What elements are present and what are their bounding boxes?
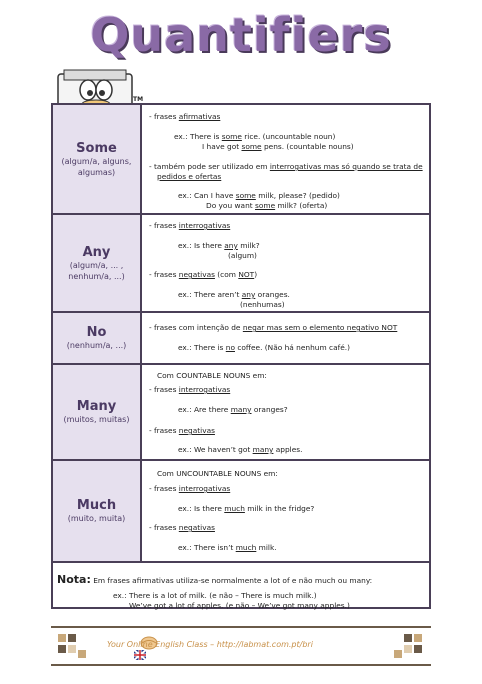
note-section: [53, 567, 429, 610]
label-cell: [53, 313, 142, 363]
rule-line: - frases negativas: [149, 426, 215, 435]
note-text: Em frases afirmativas utiliza-se normalmente a lot of e não much ou many:: [90, 576, 373, 585]
quantifiers-table: [51, 103, 431, 609]
row-some: [53, 105, 429, 215]
row-many: [53, 365, 429, 461]
rule-line: - frases interrogativas: [149, 221, 231, 230]
quantifier-translation: (algum/a, ... , nenhum/a, ...): [68, 260, 125, 281]
note-line: [57, 573, 372, 586]
rule-line: - frases afirmativas: [149, 112, 221, 121]
trademark-mark: TM: [133, 96, 144, 103]
rule-line: Com COUNTABLE NOUNS em:: [157, 371, 267, 380]
note-example: We’ve got a lot of apples. (e não – We’ve got many apples.): [129, 601, 350, 610]
example-line: ex.: There aren’t any oranges.: [178, 290, 290, 299]
row-much: [53, 461, 429, 563]
footer-divider: [51, 626, 431, 628]
quantifier-word: Much: [76, 498, 117, 513]
footer-text[interactable]: Your Online English Class – http://labmat.com.pt/bri: [107, 640, 313, 649]
page-title: Quantifiers: [90, 8, 392, 62]
explanation-cell: [146, 215, 429, 311]
row-no: [53, 313, 429, 365]
quantifier-translation: (muito, muita): [67, 514, 126, 523]
label-cell: [53, 215, 142, 311]
example-line: ex.: We haven’t got many apples.: [178, 445, 303, 454]
uk-flag-icon: [134, 650, 146, 660]
explanation-cell: [146, 105, 429, 213]
label-cell: [53, 105, 142, 213]
quantifier-word: Any: [82, 244, 111, 260]
quantifier-translation: (algum/a, alguns, algumas): [61, 156, 132, 177]
example-line: ex.: Can I have some milk, please? (pedido): [178, 191, 340, 200]
example-gloss: (algum): [228, 251, 257, 260]
example-gloss: (nenhumas): [240, 300, 285, 309]
example-line: ex.: There is no coffee. (Não há nenhum café.): [178, 343, 350, 352]
example-line: ex.: Is there much milk in the fridge?: [178, 504, 315, 513]
note-label: Nota:: [57, 573, 91, 586]
example-line: I have got some pens. (countable nouns): [202, 142, 354, 151]
quantifier-translation: (nenhum/a, ...): [66, 341, 127, 350]
label-cell: [53, 365, 142, 459]
example-line: ex.: Is there any milk?: [178, 241, 260, 250]
rule-line: - também pode ser utilizado em interrogativas mas só quando se trata de: [149, 162, 423, 171]
example-line: ex.: There isn’t much milk.: [178, 543, 277, 552]
row-any: [53, 215, 429, 313]
quantifier-word: No: [86, 325, 107, 340]
label-cell: [53, 461, 142, 561]
rule-line: - frases com intenção de negar mas sem o elemento negativo NOT: [149, 323, 398, 332]
rule-line: - frases interrogativas: [149, 385, 231, 394]
rule-line: Com UNCOUNTABLE NOUNS em:: [157, 469, 278, 478]
footer-divider: [51, 664, 431, 666]
example-line: ex.: Are there many oranges?: [178, 405, 288, 414]
quantifier-word: Many: [76, 399, 117, 414]
explanation-cell: [146, 461, 429, 561]
quantifier-translation: (muitos, muitas): [63, 415, 130, 424]
note-example: ex.: There is a lot of milk. (e não – There is much milk.): [113, 591, 317, 600]
rule-line: - frases negativas: [149, 523, 215, 532]
example-line: Do you want some milk? (oferta): [206, 201, 328, 210]
rule-line: pedidos e ofertas: [157, 172, 222, 181]
quantifier-word: Some: [76, 140, 117, 156]
rule-line: - frases interrogativas: [149, 484, 231, 493]
mascot-illustration: [54, 68, 138, 108]
rule-line: - frases negativas (com NOT): [149, 270, 258, 279]
example-line: ex.: There is some rice. (uncountable noun): [174, 132, 336, 141]
explanation-cell: [146, 313, 429, 363]
explanation-cell: [146, 365, 429, 459]
